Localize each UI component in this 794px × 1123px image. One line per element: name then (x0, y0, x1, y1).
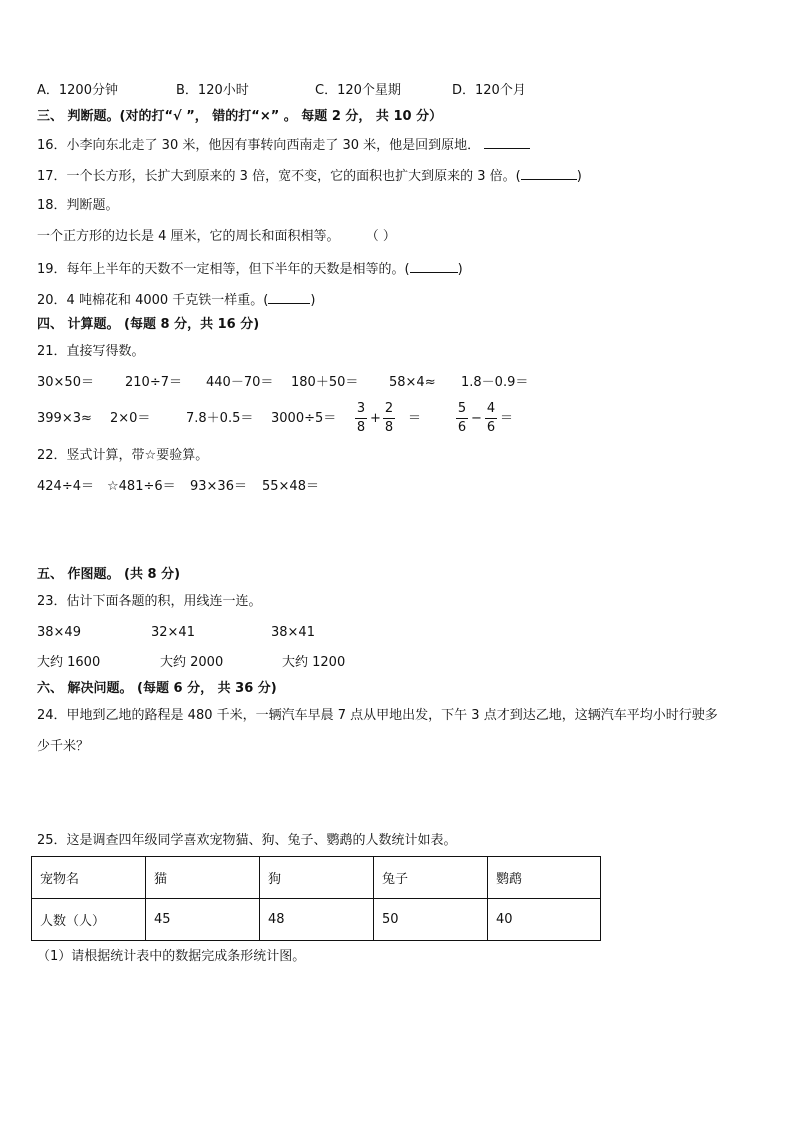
denominator: 8 (384, 420, 394, 435)
table-cell: 48 (260, 899, 374, 941)
calc-item: 3000÷5＝ (271, 411, 337, 426)
question-20-text: 20．4 吨棉花和 4000 千克铁一样重。( (37, 293, 269, 308)
question-18-statement (37, 229, 396, 245)
vertical-calc-item: 55×48＝ (262, 479, 319, 494)
table-cell: 狗 (260, 857, 374, 899)
answer-blank[interactable] (521, 167, 577, 180)
question-19 (37, 260, 463, 278)
operator: + (370, 411, 381, 426)
calc-item: 399×3≈ (37, 411, 92, 426)
section-4-title: 四、 计算题。 (每题 8 分，共 16 分) (37, 317, 260, 332)
option-a: A．1200分钟 (37, 83, 118, 98)
vertical-calc-item: ☆481÷6＝ (107, 479, 176, 494)
denominator: 8 (356, 420, 366, 435)
section-3-title: 三、 判断题。(对的打“√ ”， 错的打“×” 。 每题 2 分， 共 10 分） (37, 109, 443, 124)
product-item[interactable]: 38×49 (37, 625, 81, 640)
section-6-title: 六、 解决问题。 (每题 6 分， 共 36 分) (37, 681, 277, 696)
option-c: C．120个星期 (315, 83, 401, 98)
table-cell: 兔子 (374, 857, 488, 899)
calc-item: 180＋50＝ (291, 375, 359, 390)
option-b: B．120小时 (176, 83, 249, 98)
numerator: 4 (486, 401, 496, 416)
table-cell: 鹦鹉 (488, 857, 601, 899)
question-19-close: ) (457, 262, 463, 277)
denominator: 6 (486, 420, 496, 435)
answer-blank[interactable] (268, 291, 310, 304)
question-17-text: 17．一个长方形，长扩大到原来的 3 倍，宽不变，它的面积也扩大到原来的 3 倍。( (37, 169, 521, 184)
table-cell: 50 (374, 899, 488, 941)
table-row (32, 899, 601, 941)
calc-item: 1.8－0.9＝ (461, 375, 529, 390)
calc-item: 2×0＝ (110, 411, 151, 426)
question-21: 21．直接写得数。 (37, 344, 145, 359)
product-item[interactable]: 32×41 (151, 625, 195, 640)
fraction (355, 401, 367, 436)
fraction-bar (355, 418, 367, 419)
estimate-item[interactable]: 大约 1200 (282, 655, 346, 670)
answer-blank[interactable] (410, 260, 458, 273)
operator: − (471, 411, 482, 426)
question-16 (37, 136, 530, 154)
question-17 (37, 167, 582, 185)
estimate-item[interactable]: 大约 2000 (160, 655, 224, 670)
numerator: 5 (457, 401, 467, 416)
question-20 (37, 291, 315, 309)
equals-sign: ＝ (500, 411, 514, 426)
table-cell: 宠物名 (32, 857, 146, 899)
estimate-item[interactable]: 大约 1600 (37, 655, 101, 670)
question-25: 25．这是调查四年级同学喜欢宠物猫、狗、兔子、鹦鹉的人数统计如表。 (37, 833, 457, 848)
calc-item: 58×4≈ (389, 375, 436, 390)
question-24-line-2: 少千米？ (37, 739, 90, 754)
section-5-title: 五、 作图题。 (共 8 分) (37, 567, 181, 582)
product-item[interactable]: 38×41 (271, 625, 315, 640)
fraction-bar (456, 418, 468, 419)
question-16-text: 16．小李向东北走了 30 米，他因有事转向西南走了 30 米，他是回到原地． (37, 138, 481, 153)
question-22: 22．竖式计算，带☆要验算。 (37, 448, 209, 463)
question-18: 18．判断题。 (37, 198, 119, 213)
calc-item: 210÷7＝ (125, 375, 182, 390)
fraction (383, 401, 395, 436)
table-cell: 猫 (146, 857, 260, 899)
question-24-line-1: 24．甲地到乙地的路程是 480 千米，一辆汽车早晨 7 点从甲地出发，下午 3 点才到达乙地，这辆汽车平均小时行驶多 (37, 708, 718, 723)
pet-survey-table (31, 856, 601, 941)
fraction (485, 401, 497, 436)
calc-item: 30×50＝ (37, 375, 94, 390)
denominator: 6 (457, 420, 467, 435)
table-cell: 人数（人） (32, 899, 146, 941)
table-cell: 40 (488, 899, 601, 941)
question-19-text: 19．每年上半年的天数不一定相等，但下半年的天数是相等的。( (37, 262, 410, 277)
calc-item: 7.8＋0.5＝ (186, 411, 254, 426)
calc-item: 440－70＝ (206, 375, 274, 390)
question-17-close: ) (576, 169, 582, 184)
table-row (32, 857, 601, 899)
question-18-statement-text: 一个正方形的边长是 4 厘米，它的周长和面积相等。 (37, 229, 340, 244)
question-25-part-1: （1）请根据统计表中的数据完成条形统计图。 (37, 949, 306, 964)
question-20-close: ) (310, 293, 316, 308)
option-d: D．120个月 (452, 83, 526, 98)
answer-blank[interactable] (484, 136, 530, 149)
table-cell: 45 (146, 899, 260, 941)
fraction (456, 401, 468, 436)
vertical-calc-item: 424÷4＝ (37, 479, 94, 494)
equals-sign: ＝ (408, 411, 422, 426)
answer-paren[interactable]: （ ） (365, 229, 396, 244)
fraction-bar (485, 418, 497, 419)
fraction-bar (383, 418, 395, 419)
numerator: 3 (356, 401, 366, 416)
question-23: 23．估计下面各题的积，用线连一连。 (37, 594, 262, 609)
vertical-calc-item: 93×36＝ (190, 479, 247, 494)
numerator: 2 (384, 401, 394, 416)
